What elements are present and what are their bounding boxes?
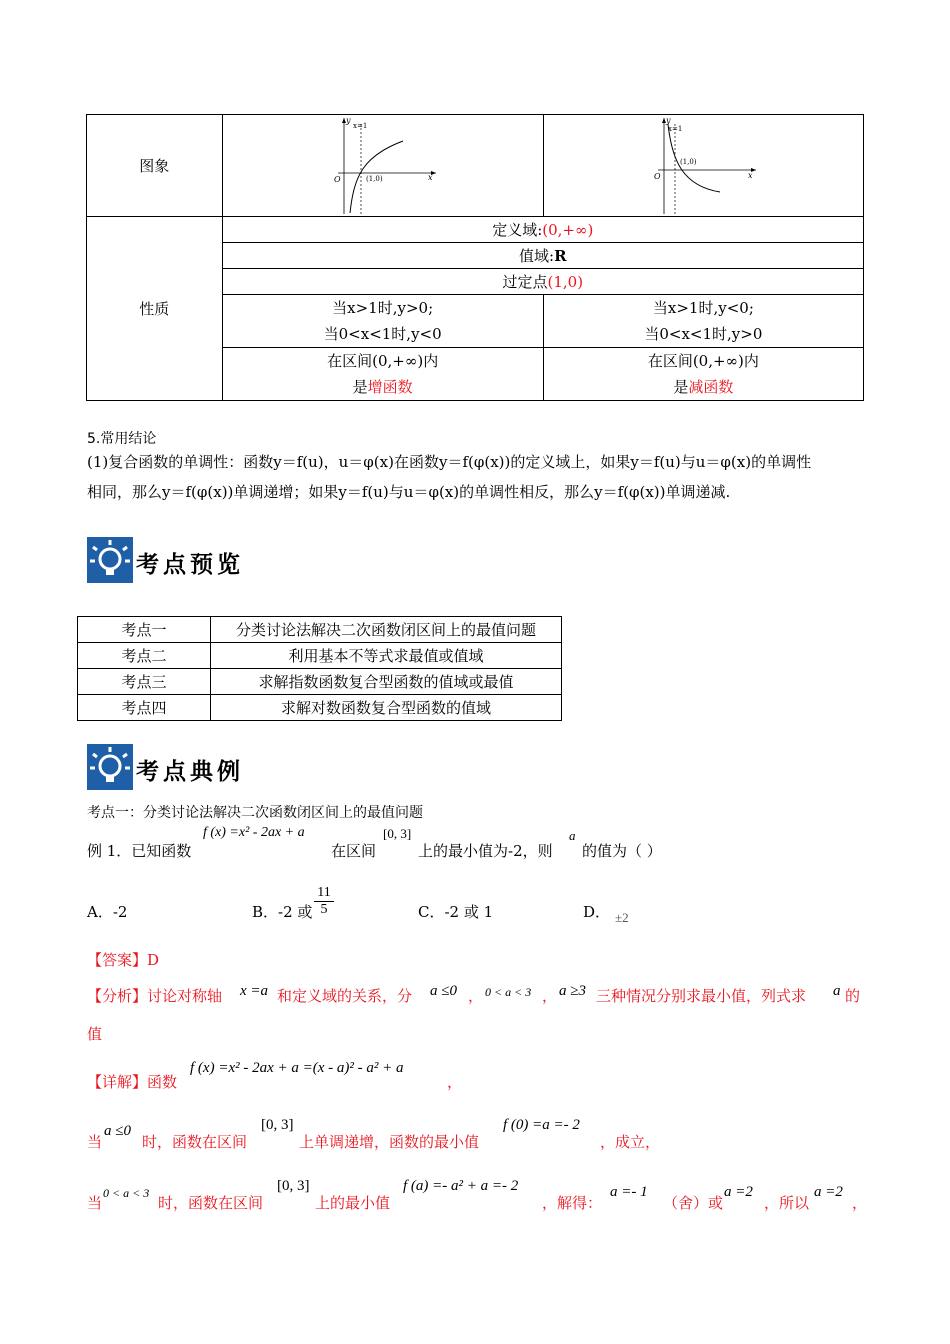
- case2-m5: a =2: [724, 1184, 753, 1200]
- case2-t5: （舍）或: [663, 1194, 724, 1212]
- fixed-point-row: 过定点(1,0): [222, 269, 863, 295]
- analysis-m4: a ≥3: [559, 983, 586, 999]
- analysis-sep2: ，: [542, 987, 558, 1005]
- ex1-interval: [0, 3]: [383, 826, 412, 841]
- graph-left-cell: [222, 115, 543, 217]
- ex1-func: f (x) =x² - 2ax + a: [203, 825, 305, 840]
- right-sign-cell: 当x>1时,y<0; 当0<x<1时,y>0: [543, 295, 863, 348]
- ex1-var: a: [569, 828, 576, 843]
- case1-m3: f (0) =a =- 2: [503, 1117, 580, 1133]
- analysis-line: 【分析】讨论对称轴: [87, 987, 223, 1005]
- case2-m6: a =2: [814, 1184, 843, 1200]
- case2-t6: ，所以: [764, 1194, 810, 1212]
- case2-m2: [0, 3]: [277, 1178, 310, 1194]
- option-a[interactable]: A．-2: [87, 903, 128, 921]
- log-property-table: [86, 114, 864, 401]
- case1-m1: a ≤0: [104, 1123, 131, 1139]
- overview-value: 求解对数函数复合型函数的值域: [211, 695, 562, 721]
- overview-value: 求解指数函数复合型函数的值域或最值: [211, 669, 562, 695]
- asymptote-label: x=1: [668, 124, 683, 133]
- left-mono-cell: 在区间(0,+∞)内 是增函数: [222, 348, 543, 401]
- right-mono-cell: 在区间(0,+∞)内 是减函数: [543, 348, 863, 401]
- overview-row: [78, 695, 562, 721]
- case1-t3: 上单调递增，函数的最小值: [299, 1133, 480, 1151]
- y-label: y: [666, 115, 671, 125]
- overview-key: 考点二: [78, 643, 211, 669]
- overview-row: [78, 643, 562, 669]
- case1-t2: 时，函数在区间: [142, 1133, 248, 1151]
- detail-t2: ，: [447, 1073, 463, 1091]
- property-label: 性质: [139, 300, 170, 318]
- answer: 【答案】D: [87, 951, 160, 969]
- image-label: 图象: [139, 157, 170, 175]
- case2-t2: 时，函数在区间: [158, 1194, 264, 1212]
- case2-m3: f (a) =- a² + a =- 2: [403, 1178, 519, 1194]
- point-label: (1,0): [365, 174, 383, 183]
- detail-line: 【详解】函数: [87, 1073, 178, 1091]
- property-label-cell: [87, 217, 223, 401]
- overview-key: 考点四: [78, 695, 211, 721]
- analysis-t4: 的: [845, 987, 861, 1005]
- analysis-m1: x =a: [240, 983, 269, 999]
- case2-m4: a =- 1: [610, 1184, 648, 1200]
- overview-table: [77, 616, 562, 721]
- ex1-mid: 在区间: [331, 842, 377, 860]
- analysis-t5: 值: [87, 1025, 103, 1043]
- case1-m2: [0, 3]: [261, 1117, 294, 1133]
- overview-row: [78, 669, 562, 695]
- case2-t4: ，解得：: [542, 1194, 603, 1212]
- analysis-m3: 0 < a < 3: [485, 985, 532, 999]
- origin-label: O: [333, 174, 341, 184]
- case2-t7: ，: [852, 1194, 868, 1212]
- analysis-m5: a: [833, 983, 841, 999]
- section-5-title: 5.常用结论: [87, 431, 157, 447]
- detail-formula: f (x) =x² - 2ax + a =(x - a)² - a² + a: [190, 1060, 404, 1076]
- domain-row: 定义域:(0,+∞): [222, 217, 863, 243]
- preview-header: 考点预览: [136, 551, 244, 578]
- case2-t3: 上的最小值: [315, 1194, 391, 1212]
- option-c[interactable]: C．-2 或 1: [418, 903, 494, 921]
- graph-decreasing: [648, 116, 758, 216]
- ex1-pre: 例 1．已知函数: [87, 842, 192, 860]
- y-label: y: [345, 115, 351, 125]
- range-row: 值域:R: [222, 243, 863, 269]
- ex1-post: 上的最小值为-2，则: [418, 842, 553, 860]
- ex1-end: 的值为（ ）: [582, 842, 662, 860]
- analysis-t2: 和定义域的关系，分: [277, 987, 413, 1005]
- option-d[interactable]: D．: [583, 903, 611, 921]
- lightbulb-icon: [87, 744, 133, 790]
- x-label: x: [748, 170, 753, 180]
- section-5-line-1: (1)复合函数的单调性：函数y＝f(u)，u＝φ(x)在函数y＝f(φ(x))的定义域上，如果y＝f(u)与u＝φ(x)的单调性: [87, 453, 812, 471]
- analysis-sep1: ，: [468, 987, 484, 1005]
- option-b[interactable]: B．-2 或: [252, 903, 313, 921]
- section-5-line-2: 相同，那么y＝f(φ(x))单调递增；如果y＝f(u)与u＝φ(x)的单调性相反，那么y＝f(φ(x))单调递减.: [87, 483, 731, 501]
- left-sign-cell: 当x>1时,y>0; 当0<x<1时,y<0: [222, 295, 543, 348]
- overview-row: [78, 617, 562, 643]
- origin-label: O: [654, 171, 661, 181]
- case2-t1: 当: [87, 1194, 103, 1212]
- overview-value: 利用基本不等式求最值或值域: [211, 643, 562, 669]
- analysis-m2: a ≤0: [430, 983, 457, 999]
- x-label: x: [427, 172, 433, 182]
- image-label-cell: [87, 115, 223, 217]
- case1-t1: 当: [87, 1133, 103, 1151]
- lightbulb-icon: [87, 537, 133, 583]
- case2-m1: 0 < a < 3: [103, 1186, 150, 1200]
- example-header: 考点典例: [136, 758, 244, 785]
- graph-right-cell: [543, 115, 863, 217]
- kd1-title: 考点一：分类讨论法解决二次函数闭区间上的最值问题: [87, 805, 423, 821]
- point-label: (1,0): [680, 157, 697, 166]
- analysis-t3: 三种情况分别求最小值，列式求: [596, 987, 807, 1005]
- overview-key: 考点一: [78, 617, 211, 643]
- graph-increasing: [328, 116, 438, 216]
- option-b-fraction: 11 5: [314, 885, 334, 918]
- overview-key: 考点三: [78, 669, 211, 695]
- overview-value: 分类讨论法解决二次函数闭区间上的最值问题: [211, 617, 562, 643]
- option-d-value: ±2: [615, 910, 629, 925]
- case1-t4: ，成立，: [600, 1133, 661, 1151]
- asymptote-label: x=1: [352, 121, 367, 130]
